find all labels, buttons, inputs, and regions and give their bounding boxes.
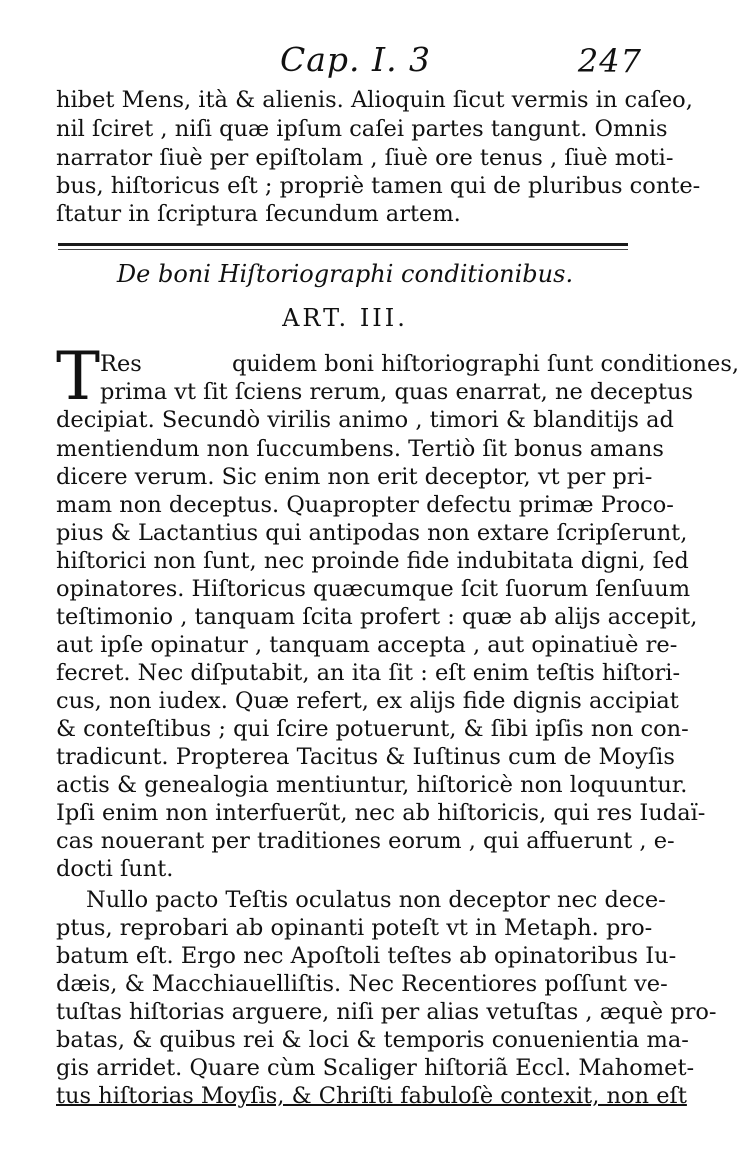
paragraph-line: aut ipſe opinatur , tanquam accepta , aut opinatiuè re- [56,632,678,658]
intro-line: narrator ſiuè per epiſtolam , ſiuè ore tenus , ſiuè moti- [56,145,674,171]
paragraph-line: Nullo pacto Teſtis oculatus non deceptor nec dece- [86,887,666,913]
running-head [56,38,646,84]
section-rule-fine [58,249,628,250]
page-number: 247 [577,42,642,80]
intro-line: bus, hiſtoricus eſt ; propriè tamen qui de pluribus conte- [56,173,701,199]
paragraph-line: opinatores. Hiſtoricus quæcumque ſcit ſuorum ſenſuum [56,576,691,602]
paragraph-line: tradicunt. Propterea Tacitus & Iuſtinus cum de Moyſis [56,744,675,770]
section-heading: De boni Hiſtoriographi conditionibus. [116,260,574,288]
paragraph-line: hiſtorici non ſunt, nec proinde fide indubitata digni, ſed [56,548,689,574]
paragraph-line: mam non deceptus. Quapropter defectu primæ Proco- [56,492,674,518]
paragraph-line: batum eſt. Ergo nec Apoſtoli teſtes ab opinatoribus Iu- [56,943,677,969]
paragraph-line: Ipſi enim non interfuerũt, nec ab hiſtoricis, qui res Iudaï- [56,800,706,826]
paragraph-line: tus hiſtorias Moyſis, & Chriſti fabuloſè contexit, non eſt [56,1083,687,1109]
paragraph-line: dæis, & Macchiauelliſtis. Nec Recentiores poſſunt ve- [56,971,668,997]
paragraph-line: gis arridet. Quare cùm Scaliger hiſtoriã Eccl. Mahomet- [56,1055,695,1081]
paragraph-line: actis & genealogia mentiuntur, hiſtoricè non loquuntur. [56,772,688,798]
paragraph-line: ptus, reprobari ab opinanti poteſt vt in Metaph. pro- [56,915,653,941]
paragraph-line: & conteſtibus ; qui ſcire potuerunt, & ſibi ipſis non con- [56,716,689,742]
paragraph-line: quidem boni hiſtoriographi ſunt conditiones, [232,351,739,377]
paragraph-line: decipiat. Secundò virilis animo , timori & blanditijs ad [56,407,674,433]
article-number: ART. III. [282,304,408,332]
paragraph-line: mentiendum non ſuccumbens. Tertiò ſit bonus amans [56,436,664,462]
paragraph-line: pius & Lactantius qui antipodas non extare ſcripſerunt, [56,520,688,546]
intro-line: nil ſciret , niſi quæ ipſum caſei partes tangunt. Omnis [56,116,668,142]
drop-cap: T [56,338,101,415]
intro-line: ſtatur in ſcriptura ſecundum artem. [56,201,461,227]
paragraph-line: docti ſunt. [56,856,174,882]
paragraph-line: cus, non iudex. Quæ refert, ex alijs fide dignis accipiat [56,688,679,714]
chapter-heading: Cap. I. 3 [280,40,432,79]
intro-line: hibet Mens, ità & alienis. Alioquin ſicut vermis in caſeo, [56,87,693,113]
section-rule [58,243,628,246]
drop-cap-rest: Res [100,351,142,377]
paragraph-line: batas, & quibus rei & loci & temporis conuenientia ma- [56,1027,689,1053]
paragraph-line: prima vt ſit ſciens rerum, quas enarrat, ne deceptus [100,379,694,405]
paragraph-line: fecret. Nec diſputabit, an ita ſit : eſt enim teſtis hiſtori- [56,660,681,686]
paragraph-line: dicere verum. Sic enim non erit deceptor, vt per pri- [56,464,653,490]
paragraph-line: cas nouerant per traditiones eorum , qui affuerunt , e- [56,828,675,854]
paragraph-line: tuſtas hiſtorias arguere, niſi per alias vetuſtas , æquè pro- [56,999,717,1025]
paragraph-line: teſtimonio , tanquam ſcita profert : quæ ab alijs accepit, [56,604,698,630]
